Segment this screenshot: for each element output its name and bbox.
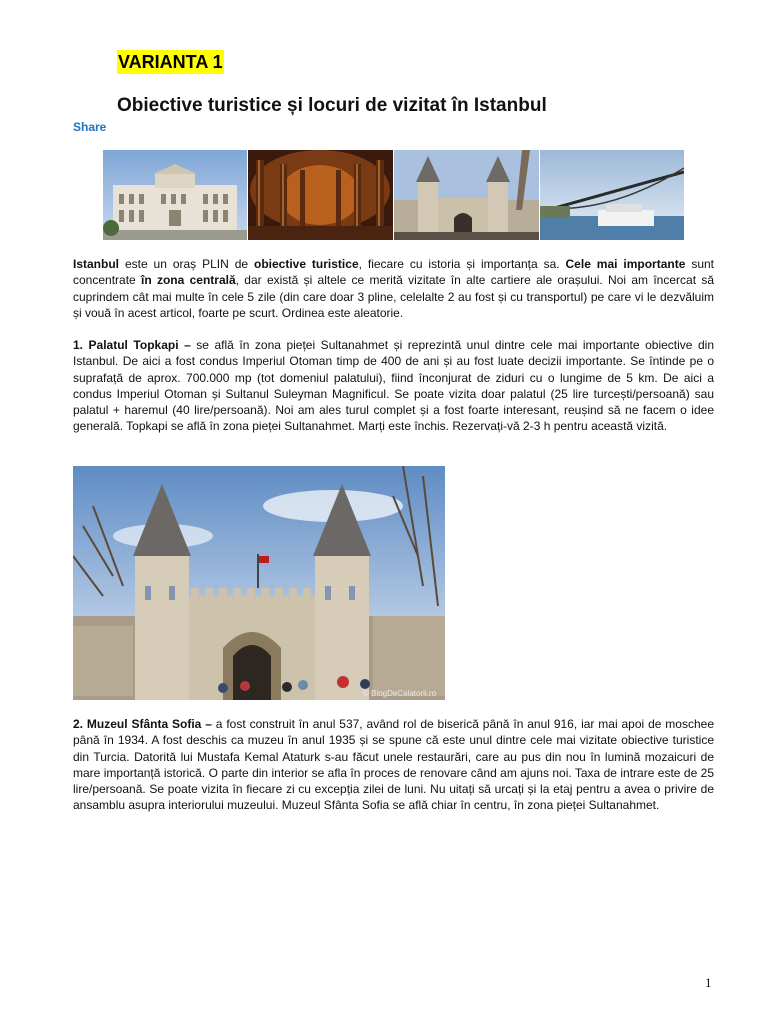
dolmabahce-palace-photo xyxy=(103,150,247,240)
section-topkapi-heading: 1. Palatul Topkapi – xyxy=(73,338,191,352)
page-title: Obiective turistice și locuri de vizitat în Istanbul xyxy=(117,95,547,116)
variant-badge: VARIANTA 1 xyxy=(118,52,223,72)
page-number: 1 xyxy=(705,975,712,990)
share-link[interactable]: Share xyxy=(73,120,107,134)
section-topkapi-body: se află în zona pieței Sultanahmet și reprezintă unul dintre cele mai importante obiective din Istanbul. De aici a fost condus Imperiul Otoman timp de 400 de ani și au fost luate decizii importante. Se întinde pe o suprafață de aprox. 700.000 mp (tot domeniul palatului), fiind înconjurat de ziduri cu o lungime de 5 km. De aici a condus Imperiul Otoman și Sultanul Suleyman Magnificul. Se poate vizita doar palatul (25 lire turcești/persoană) sau palatul + haremul (40 lire/persoană). Noi am ales turul complet și a fost foarte interesant, reușind să ne facem o idee generală. Topkapi se află în zona pieței Sultanahmet. Marți este închis. Rezervați-vă 2-3 h pentru această vizită. xyxy=(73,338,715,434)
intro-bold-zona-centrala: în zona centrală xyxy=(141,273,236,288)
intro-paragraph xyxy=(73,256,714,321)
intro-bold-obiective: obiective turistice xyxy=(253,257,359,271)
intro-text-3: sunt concentrate xyxy=(73,257,715,288)
basilica-cistern-photo xyxy=(248,150,393,240)
section-hagia-sophia-heading: 2. Muzeul Sfânta Sofia – xyxy=(73,717,212,731)
section-hagia-sophia-body: a fost construit în anul 537, având rol de biserică până în anul 916, iar mai apoi de moschee până în 1934. A fost deschis ca muzeu în anul 1935 și se spune că este unul dintre cele mai vizitate obiective turistice din Turcia. Datorită lui Mustafa Kemal Ataturk s-au făcut unele restaurări, care au pus din nou în lumină mozaicuri de mare importanță istorică. O parte din interior se afla în proces de renovare când am ajuns noi. Taxa de intrare este de 25 lire/persoană. Se poate vizita în fiecare zi cu excepția zilei de luni. Nu uitați să urcați și la etaj pentru a avea o privire de ansamblu asupra interiorului muzeului. Muzeul Sfânta Sofia se află chiar în centru, în zona pieței Sultanahmet. xyxy=(73,717,714,813)
bosphorus-bridge-photo xyxy=(540,150,684,240)
intro-bold-istanbul: Istanbul xyxy=(73,257,120,271)
intro-text-4: , dar există și altele ce merită vizitate în alte cartiere ale orașului. Noi am încercat să cuprindem cât mai multe în cele 5 zile (din care doar 3 pline, celelalte 2 au fost și cu transportul) pe care vi le dezvăluim și vouă în acest articol, foarte pe scurt. Ordinea este aleatorie. xyxy=(73,273,715,320)
photo-watermark: © BlogDeCalatorii.ro xyxy=(363,689,437,698)
section-hagia-sophia xyxy=(73,716,714,814)
intro-bold-cele-mai: Cele mai importante xyxy=(565,257,686,271)
section-topkapi xyxy=(73,337,714,435)
topkapi-gate-photo xyxy=(394,150,539,240)
topkapi-main-photo xyxy=(73,466,445,700)
intro-text-2: , fiecare cu istoria și importanța sa. xyxy=(358,257,566,271)
intro-text-1: este un oraș PLIN de xyxy=(119,257,254,271)
